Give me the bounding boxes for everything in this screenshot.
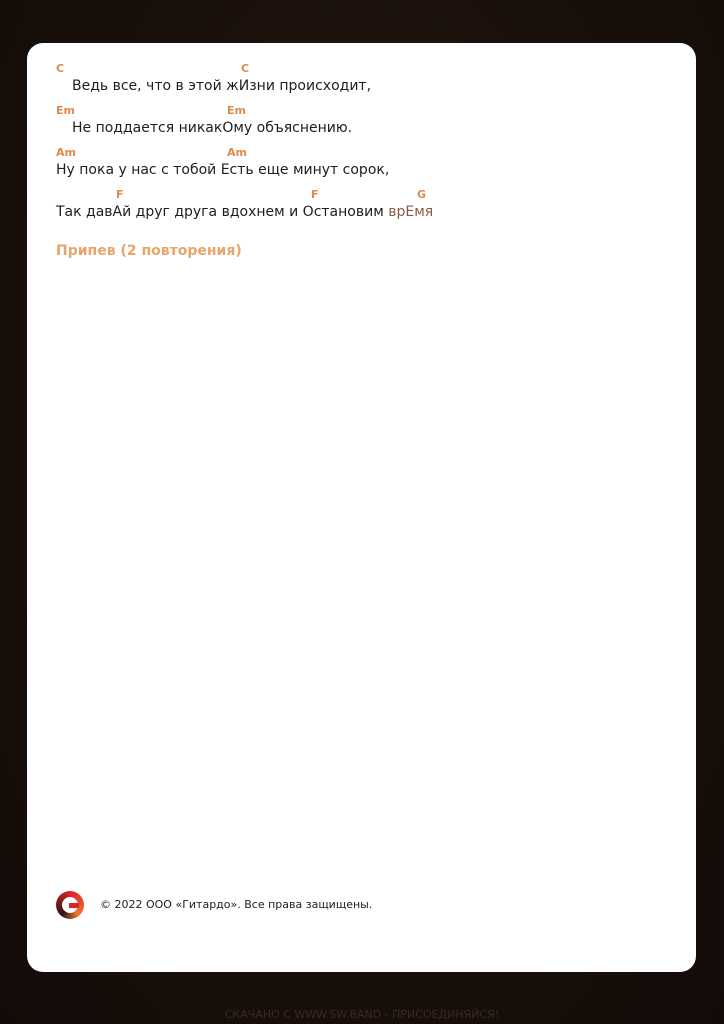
- chord-label: F: [311, 188, 319, 201]
- lyric-text-accent: врЕмя: [388, 204, 434, 220]
- footer: [56, 891, 656, 921]
- lyric-text: Ну пока у нас с тобой Есть еще минут сорок,: [56, 162, 390, 178]
- lyric-line-4: [56, 189, 676, 229]
- lyric-text: Ведь все, что в этой жИзни происходит,: [72, 78, 372, 94]
- watermark-text: СКАЧАНО С WWW.SW.BAND - ПРИСОЕДИНЯЙСЯ!: [224, 1008, 500, 1021]
- lyric-line-1: [56, 63, 676, 103]
- lyric-line-3: [56, 147, 676, 187]
- chord-label: C: [241, 62, 250, 75]
- lyric-text: [56, 203, 433, 221]
- lyric-text: Не поддается никакОму объяснению.: [72, 120, 353, 136]
- copyright-text: © 2022 ООО «Гитардо». Все права защищены.: [100, 898, 373, 911]
- section-title: Припев (2 повторения): [56, 243, 242, 259]
- chord-label: Em: [227, 104, 246, 117]
- lyric-line-2: [56, 105, 676, 145]
- lyric-text-main: Так давАй друг друга вдохнем и Остановим: [56, 204, 389, 220]
- song-sheet: [27, 43, 696, 972]
- chord-label: Em: [56, 104, 75, 117]
- chord-label: Am: [56, 146, 76, 159]
- chord-label: C: [56, 62, 65, 75]
- chord-label: F: [116, 188, 124, 201]
- chord-label: G: [417, 188, 427, 201]
- chord-label: Am: [227, 146, 247, 159]
- gitardo-g-logo-icon: [56, 891, 84, 919]
